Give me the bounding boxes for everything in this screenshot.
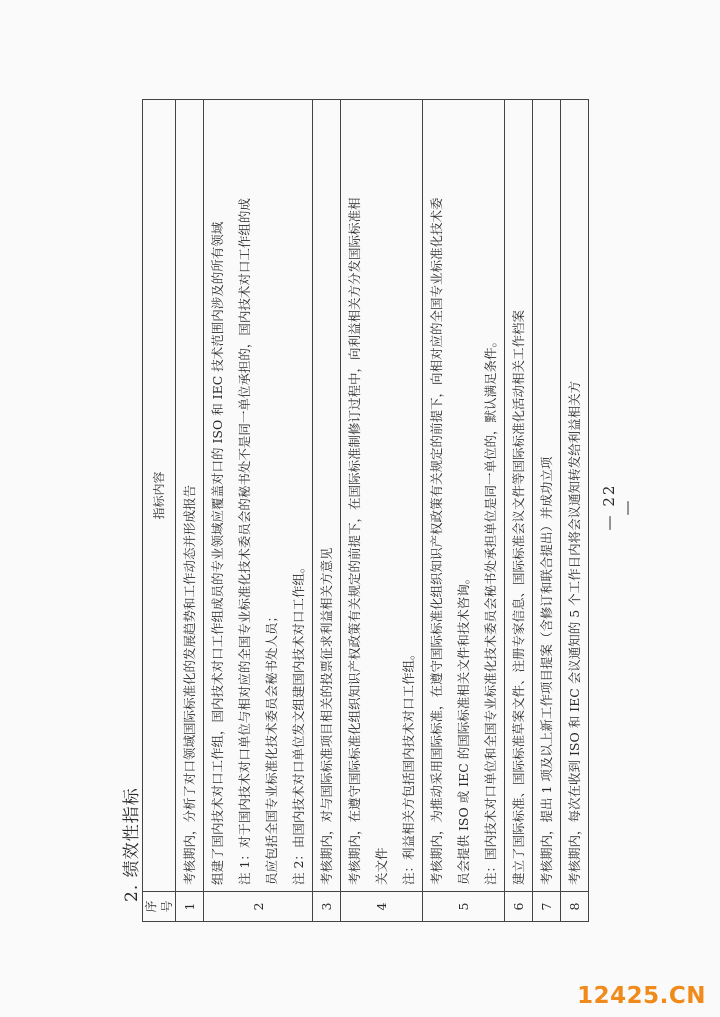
table-row [204, 100, 313, 922]
content-line: 关文件 [374, 847, 389, 885]
row-number: 4 [341, 892, 423, 922]
content-line: 注 2：由国内技术对口单位发文组建国内技术对口工作组。 [291, 560, 306, 885]
row-number: 3 [313, 892, 341, 922]
content-line: 注 1：对于国内技术对口单位与相对应的全国专业标准化技术委员会的秘书处不是同一单位承担的，国内技术对口工作组的成 [237, 198, 252, 885]
row-content [533, 100, 561, 892]
indicators-table [142, 99, 589, 922]
content-line: 员应包括全国专业标准化技术委员会秘书处人员； [264, 609, 279, 885]
section-title: 2. 绩效性指标 [122, 787, 142, 902]
table-header-row [143, 100, 176, 922]
content-line: 员会提供 ISO 或 IEC 的国际标准相关文件和技术咨询。 [456, 571, 471, 885]
row-content [505, 100, 533, 892]
content-line: 考核期内，在遵守国际标准化组织知识产权政策有关规定的前提下，在国际标准制修订过程中，向利益相关方分发国际标准相 [347, 197, 362, 885]
content-line: 考核期内，提出 1 项及以上新工作项目提案（含修订和联合提出）并成功立项 [539, 456, 554, 885]
table-row [176, 100, 204, 922]
content-line: 注：国内技术对口单位和全国专业标准化技术委员会秘书处承担单位是同一单位的，默认满足条件。 [483, 334, 498, 885]
row-number: 5 [423, 892, 505, 922]
content-line: 注：利益相关方包括国内技术对口工作组。 [401, 647, 416, 885]
content-line: 考核期内，为推动采用国际标准，在遵守国际标准化组织知识产权政策有关规定的前提下，向相对应的全国专业标准化技术委 [429, 197, 444, 885]
row-content [561, 100, 589, 892]
row-number: 6 [505, 892, 533, 922]
content-line: 考核期内，对与国际标准项目相关的投票征求利益相关方意见 [319, 547, 334, 885]
table-row [423, 100, 505, 922]
watermark-logo: 12425.CN [577, 983, 706, 1009]
row-number: 8 [561, 892, 589, 922]
row-number: 2 [204, 892, 313, 922]
table-row [505, 100, 533, 922]
table-row [561, 100, 589, 922]
table-row [341, 100, 423, 922]
content-line: 考核期内，分析了对口领域国际标准化的发展趋势和工作动态并形成报告 [182, 484, 197, 885]
header-no: 序号 [143, 892, 176, 922]
content-line: 组建了国内技术对口工作组，国内技术对口工作组成员的专业领域应覆盖对口的 ISO 和 IEC 技术范围内涉及的所有领域 [210, 221, 225, 885]
content-line: 建立了国际标准、国际标准草案文件、注册专家信息、国际标准会议文件等国际标准化活动相关工作档案 [511, 309, 526, 885]
row-content [423, 100, 505, 892]
row-number: 7 [533, 892, 561, 922]
row-content [341, 100, 423, 892]
table-row [313, 100, 341, 922]
row-content [313, 100, 341, 892]
table-row [533, 100, 561, 922]
header-content: 指标内容 [143, 100, 176, 892]
row-content [204, 100, 313, 892]
content-line: 考核期内，每次在收到 ISO 和 IEC 会议通知的 5 个工作日内将会议通知转发给利益相关方 [567, 380, 582, 885]
page-number: — 22 — [600, 483, 636, 531]
row-number: 1 [176, 892, 204, 922]
row-content [176, 100, 204, 892]
